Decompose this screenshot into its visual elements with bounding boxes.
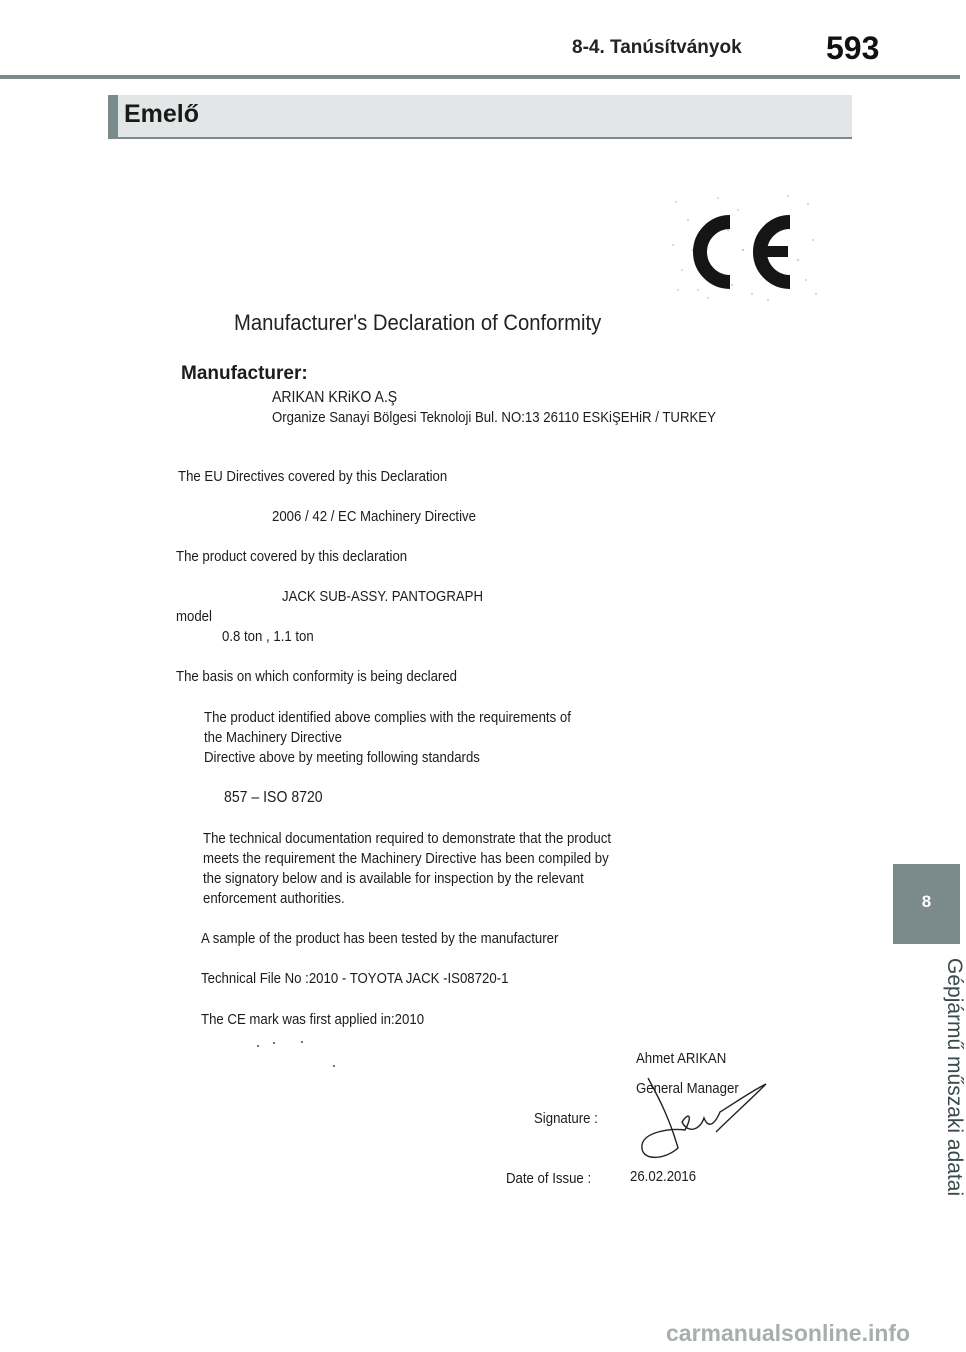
directives-label: The EU Directives covered by this Declaration [178, 468, 448, 485]
page-title: Emelő [124, 100, 200, 128]
manufacturer-address: Organize Sanayi Bölgesi Teknoloji Bul. NO:13 26110 ESKiŞEHiR / TURKEY [272, 409, 716, 426]
technical-line: the signatory below and is available for inspection by the relevant [203, 870, 584, 887]
model-value: 0.8 ton , 1.1 ton [222, 628, 314, 645]
manufacturer-name: ARIKAN KRiKO A.Ş [272, 389, 398, 406]
signature-strokes [630, 1070, 780, 1170]
product-name: JACK SUB-ASSY. PANTOGRAPH [282, 588, 483, 605]
title-bar [108, 95, 852, 139]
chapter-tab [893, 864, 960, 944]
manufacturer-label: Manufacturer: [181, 363, 308, 384]
technical-line: enforcement authorities. [203, 890, 345, 907]
basis-line: the Machinery Directive [204, 729, 342, 746]
date-label: Date of Issue : [506, 1170, 592, 1187]
ce-first-applied: The CE mark was first applied in:2010 [201, 1011, 425, 1028]
header-divider [0, 75, 960, 79]
basis-line: The product identified above complies with the requirements of [204, 709, 571, 726]
issue-date: 26.02.2016 [630, 1168, 697, 1185]
ce-mark-icon [668, 190, 818, 310]
sample-statement: A sample of the product has been tested by the manufacturer [201, 930, 559, 947]
model-label: model [176, 608, 212, 625]
signature-label: Signature : [534, 1110, 598, 1127]
section-heading: 8-4. Tanúsítványok [572, 37, 742, 58]
basis-line: Directive above by meeting following standards [204, 749, 480, 766]
chapter-number: 8 [921, 892, 932, 911]
standard-value: 857 – ISO 8720 [224, 789, 323, 806]
title-accent [108, 95, 118, 137]
technical-file: Technical File No :2010 - TOYOTA JACK -IS08720-1 [201, 970, 509, 987]
watermark-text: carmanualsonline.info [666, 1320, 911, 1346]
scan-specks [250, 1036, 360, 1076]
technical-line: meets the requirement the Machinery Directive has been compiled by [203, 850, 609, 867]
signatory-title: General Manager [636, 1080, 739, 1097]
chapter-title: Gépjármű műszaki adatai [943, 958, 966, 1197]
signature-graphic [630, 1070, 780, 1175]
signatory-name: Ahmet ARIKAN [636, 1050, 727, 1067]
technical-line: The technical documentation required to demonstrate that the product [203, 830, 611, 847]
page-number: 593 [826, 30, 880, 66]
declaration-title: Manufacturer's Declaration of Conformity [234, 310, 602, 335]
product-label: The product covered by this declaration [176, 548, 408, 565]
ce-mark-graphic [668, 190, 818, 305]
directive-text: 2006 / 42 / EC Machinery Directive [272, 508, 476, 525]
basis-label: The basis on which conformity is being declared [176, 668, 458, 685]
